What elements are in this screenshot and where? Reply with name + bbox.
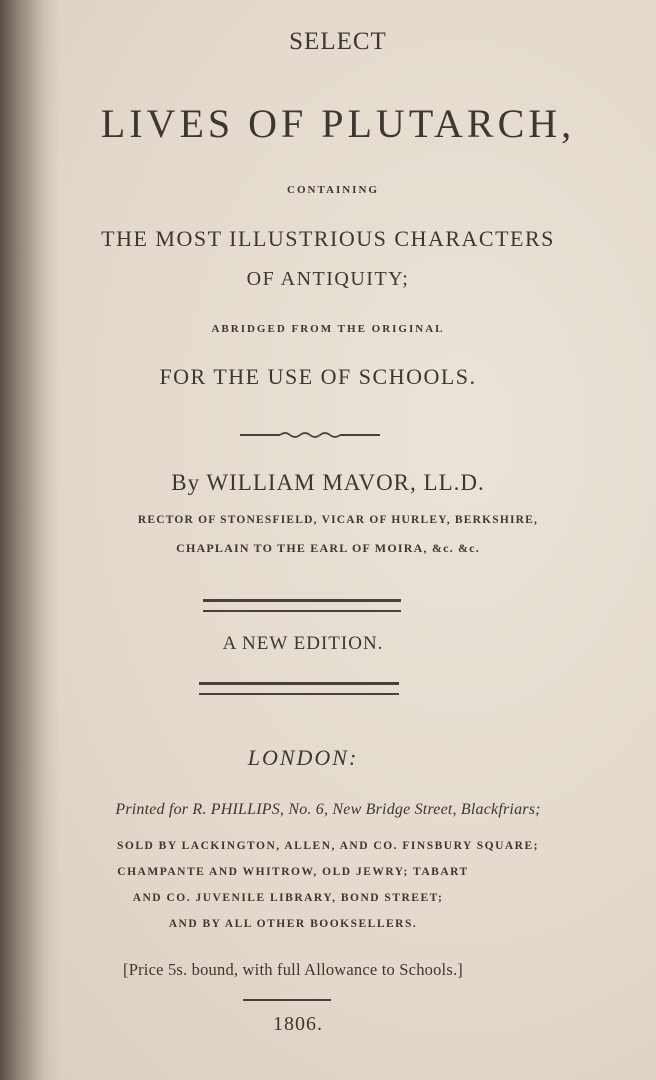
ornamental-rule [240, 431, 380, 439]
year-line: 1806. [273, 1013, 323, 1035]
abridged-line: ABRIDGED FROM THE ORIGINAL [211, 323, 445, 335]
author-line: By WILLIAM MAVOR, LL.D. [171, 470, 485, 495]
edition-line: A NEW EDITION. [222, 633, 384, 654]
double-rule-top [203, 599, 401, 612]
subtitle-line-2: OF ANTIQUITY; [246, 268, 410, 290]
printer-line-4: AND CO. JUVENILE LIBRARY, BOND STREET; [132, 892, 444, 904]
printer-line-5: AND BY ALL OTHER BOOKSELLERS. [168, 918, 418, 930]
subtitle-line-1: THE MOST ILLUSTRIOUS CHARACTERS [101, 226, 555, 251]
select-heading: SELECT [289, 28, 387, 55]
printer-line-3: CHAMPANTE AND WHITROW, OLD JEWRY; TABART [117, 866, 469, 878]
double-rule-bottom [199, 682, 399, 695]
printer-line-2: SOLD BY LACKINGTON, ALLEN, AND CO. FINSBURY SQUARE; [116, 840, 539, 852]
city-line: LONDON: [247, 745, 359, 770]
main-title: LIVES OF PLUTARCH, [100, 101, 576, 146]
printer-line-1: Printed for R. PHILLIPS, No. 6, New Bridge Street, Blackfriars; [115, 801, 541, 818]
author-titles-line-1: RECTOR OF STONESFIELD, VICAR OF HURLEY, BERKSHIRE, [137, 514, 539, 526]
containing-label: CONTAINING [287, 184, 379, 196]
short-rule [243, 999, 331, 1001]
author-titles-line-2: CHAPLAIN TO THE EARL OF MOIRA, &c. &c. [176, 541, 480, 555]
purpose-line: FOR THE USE OF SCHOOLS. [159, 364, 477, 389]
price-line: [Price 5s. bound, with full Allowance to Schools.] [123, 960, 463, 979]
